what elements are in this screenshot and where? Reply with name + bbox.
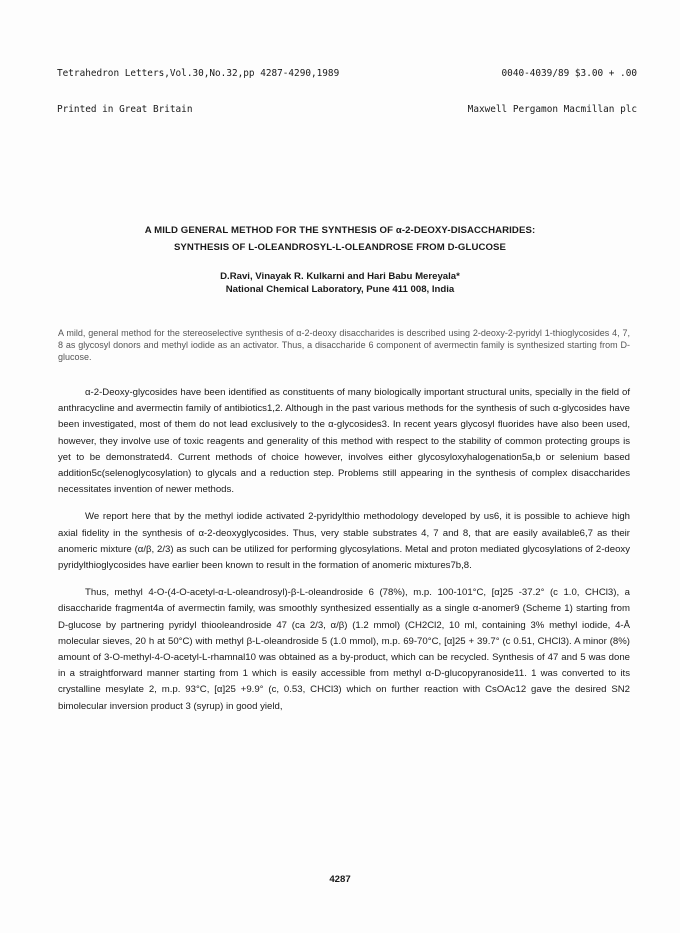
- printed-location: Printed in Great Britain: [57, 104, 193, 115]
- article-title: [40, 222, 640, 256]
- article-body: [58, 385, 630, 715]
- paragraph-3: Thus, methyl 4-O-(4-O-acetyl-α-L-oleandrosyl)-β-L-oleandroside 6 (78%), m.p. 100-101°C, [α]25 -37.2° (c 1.0, CHCl3), a disaccharide fragment4a of avermectin family, was smoothly synthesized essentially as a single α-anomer9 (Scheme 1) starting from D-glucose by partnering pyridyl thiooleandroside 47 (ca 2/3, α/β) (1.2 mmol) (CH2Cl2, 10 ml, containing 3% methyl iodide, 4-Å molecular sieves, 20 h at 50°C) with methyl β-L-oleandroside 5 (1.0 mmol), m.p. 69-70°C, [α]25 + 39.7° (c 0.51, CHCl3). A minor (8%) amount of 3-O-methyl-4-O-acetyl-L-rhamnal10 was obtained as a by-product, which can be recycled. Synthesis of 47 and 5 was done in a straightforward manner starting from 1 which is easily accessible from methyl α-D-glucopyranoside11. 1 was converted to its crystalline mesylate 2, m.p. 93°C, [α]25 +9.9° (c, 0.53, CHCl3) which on further reaction with CsOAc12 gave the desired SN2 bimolecular inversion product 3 (syrup) in good yield,: [58, 587, 630, 712]
- running-header: [57, 44, 637, 140]
- author-names: D.Ravi, Vinayak R. Kulkarni and Hari Babu Mereyala*: [220, 271, 460, 282]
- publisher: Maxwell Pergamon Macmillan plc: [467, 104, 637, 115]
- abstract: A mild, general method for the stereoselective synthesis of α-2-deoxy disaccharides is described using 2-deoxy-2-pyridyl 1-thioglycosides 4, 7, 8 as glycosyl donors and methyl iodide as an activator. Thus, a disaccharide 6 component of avermectin family is synthesized starting from D-glucose.: [58, 328, 630, 362]
- paragraph-2: We report here that by the methyl iodide activated 2-pyridylthio methodology developed by us6, it is possible to achieve high axial fidelity in the synthesis of α-2-deoxyglycosides. Thus, very stable substrates 4, 7 and 8, that are easily available6,7 as their anomeric mixture (α/β, 2/3) as such can be utilized for performing glycosylations. Metal and proton mediated glycosylations of 2-deoxy pyridylthioglycosides have earlier been known to result in the formation of anomeric mixtures7b,8.: [58, 511, 630, 572]
- author-block: [40, 270, 640, 296]
- journal-reference: Tetrahedron Letters,Vol.30,No.32,pp 4287-4290,1989: [57, 68, 340, 79]
- title-line-2: SYNTHESIS OF L-OLEANDROSYL-L-OLEANDROSE FROM D-GLUCOSE: [173, 242, 507, 253]
- author-affiliation: National Chemical Laboratory, Pune 411 008, India: [225, 284, 455, 295]
- paragraph-1: α-2-Deoxy-glycosides have been identified as constituents of many biologically important structural units, specially in the field of anthracycline and avermectin family of antibiotics1,2. Although in the past various methods for the synthesis of such α-glycosides have been investigated, most of them do not lead exclusively to the α-glycosides3. In recent years glycosyl fluorides have also been used, however, they involve use of toxic reagents and generality of this method with respect to the stability of common protecting groups is yet to be demonstrated4. Current methods of choice however, involves either glycosyloxyhalogenation5a,b or selenium based addition5c(selenoglycosylation) to glycals and a reduction step. Problems still appearing in the synthesis of complex disaccharides necessitates invention of newer methods.: [58, 387, 630, 496]
- page-number: 4287: [329, 874, 351, 885]
- issn-price: 0040-4039/89 $3.00 + .00: [501, 68, 637, 79]
- title-line-1: A MILD GENERAL METHOD FOR THE SYNTHESIS OF α-2-DEOXY-DISACCHARIDES:: [144, 225, 536, 236]
